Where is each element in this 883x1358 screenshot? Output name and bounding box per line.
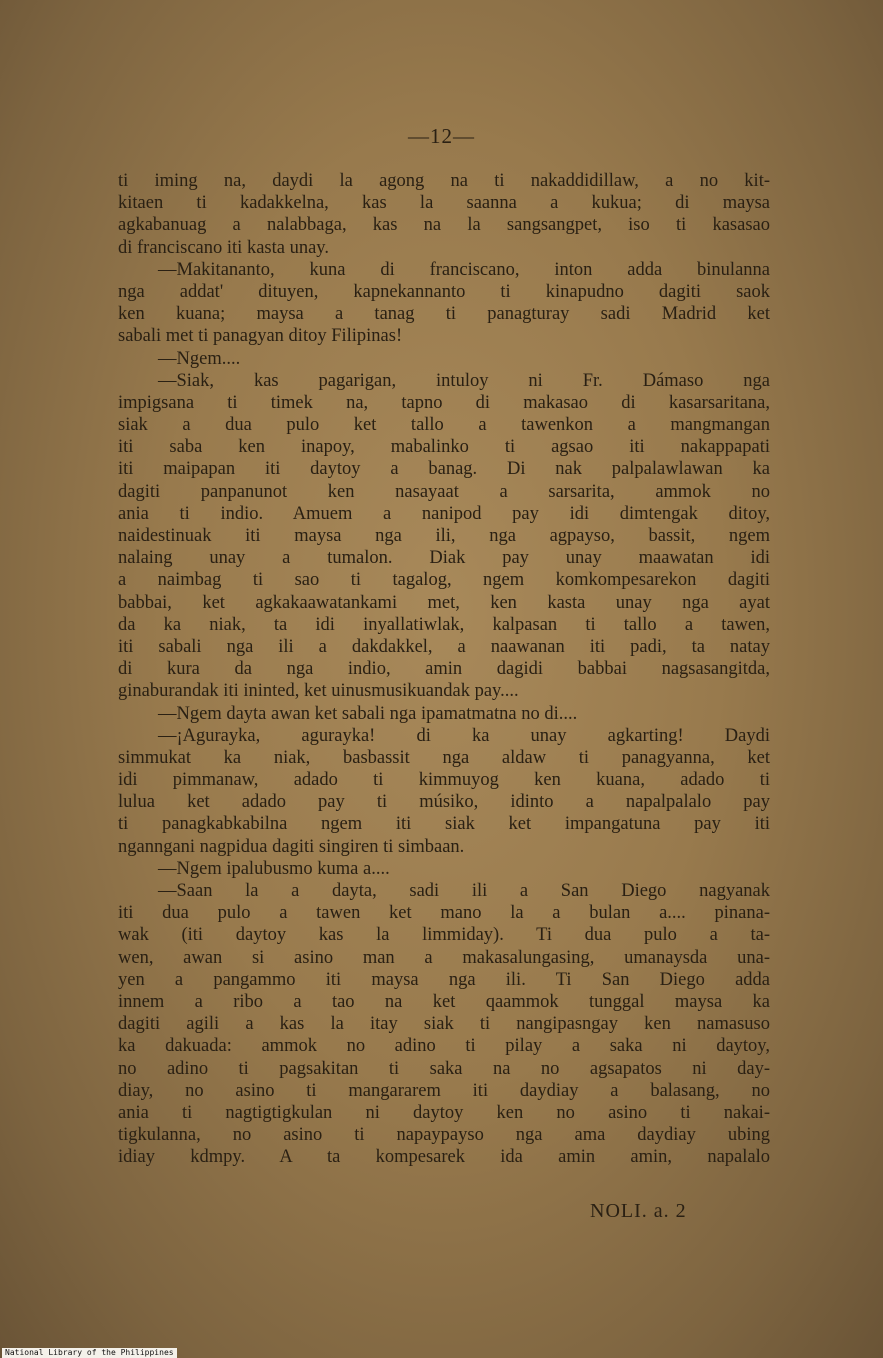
text-line: —Saan la a dayta, sadi ili a San Diego nagyanak: [158, 881, 770, 901]
text-line: ania ti nagtigtigkulan ni daytoy ken no asino ti nakai-: [118, 1102, 770, 1123]
text-line: ti panagkabkabilna ngem iti siak ket impangatuna pay iti: [118, 814, 770, 835]
text-line: idi pimmanaw, adado ti kimmuyog ken kuana, adado ti: [118, 770, 770, 791]
text-line: innem a ribo a tao na ket qaammok tunggal maysa ka: [118, 991, 770, 1012]
text-line: iti saba ken inapoy, mabalinko ti agsao iti nakappapati: [118, 437, 770, 458]
text-line: —Siak, kas pagarigan, intuloy ni Fr. Dámaso nga: [158, 370, 770, 391]
body-text: [118, 170, 770, 1168]
text-line: —¡Agurayka, agurayka! di ka unay agkarting! Daydi: [158, 725, 770, 746]
text-line: yen a pangammo iti maysa nga ili. Ti San Diego adda: [118, 969, 770, 990]
text-line: naidestinuak iti maysa nga ili, nga agpayso, bassit, ngem: [118, 526, 770, 546]
signature-mark: NOLI. a. 2: [590, 1200, 687, 1222]
text-line: diay, no asino ti mangararem iti daydiay a balasang, no: [118, 1080, 770, 1101]
text-line: nga addat' dituyen, kapnekannanto ti kinapudno dagiti saok: [118, 281, 770, 302]
text-line: ka dakuada: ammok no adino ti pilay a saka ni daytoy,: [118, 1036, 770, 1057]
text-line: da ka niak, ta idi inyallatiwlak, kalpasan ti tallo a tawen,: [118, 614, 770, 635]
text-line: ania ti indio. Amuem a nanipod pay idi dimtengak ditoy,: [118, 503, 770, 524]
text-line: tigkulanna, no asino ti napaypayso nga ama daydiay ubing: [118, 1125, 770, 1146]
text-line: babbai, ket agkakaawatankami met, ken kasta unay nga ayat: [118, 592, 770, 613]
text-line: siak a dua pulo ket tallo a tawenkon a mangmangan: [118, 415, 770, 436]
text-line: di franciscano iti kasta unay.: [118, 237, 329, 258]
page-number: —12—: [408, 124, 475, 148]
text-line: sabali met ti panagyan ditoy Filipinas!: [118, 326, 403, 347]
text-line: a naimbag ti sao ti tagalog, ngem komkompesarekon dagiti: [118, 570, 770, 591]
text-line: —Ngem dayta awan ket sabali nga ipamatmatna no di....: [158, 703, 578, 724]
text-line: simmukat ka niak, basbassit nga aldaw ti panagyanna, ket: [118, 747, 770, 768]
text-line: idiay kdmpy. A ta kompesarek ida amin amin, napalalo: [118, 1147, 770, 1168]
text-line: wen, awan si asino man a makasalungasing, umanaysda una-: [118, 947, 770, 968]
text-line: dagiti panpanunot ken nasayaat a sarsarita, ammok no: [118, 481, 770, 502]
text-line: iti sabali nga ili a dakdakkel, a naawanan iti padi, ta natay: [118, 636, 770, 657]
text-line: iti dua pulo a tawen ket mano la a bulan a.... pinana-: [118, 903, 770, 924]
text-line: —Ngem....: [158, 348, 241, 369]
text-line: iti maipapan iti daytoy a banag. Di nak palpalawlawan ka: [118, 459, 770, 480]
text-line: kitaen ti kadakkelna, kas la saanna a kukua; di maysa: [118, 193, 770, 214]
text-line: nalaing unay a tumalon. Diak pay unay maawatan idi: [118, 548, 770, 569]
text-line: wak (iti daytoy kas la limmiday). Ti dua pulo a ta-: [118, 925, 770, 946]
text-line: nganngani nagpidua dagiti singiren ti simbaan.: [118, 836, 465, 857]
text-line: —Makitananto, kuna di franciscano, inton adda binulanna: [158, 259, 770, 280]
text-line: ginaburandak iti ininted, ket uinusmusikuandak pay....: [118, 681, 519, 702]
text-line: ti iming na, daydi la agong na ti nakaddidillaw, a no kit-: [118, 171, 770, 191]
text-line: ken kuana; maysa a tanag ti panagturay sadi Madrid ket: [118, 304, 770, 325]
text-line: no adino ti pagsakitan ti saka na no agsapatos ni day-: [118, 1058, 770, 1079]
text-line: —Ngem ipalubusmo kuma a....: [158, 858, 390, 879]
text-line: dagiti agili a kas la itay siak ti nangipasngay ken namasuso: [118, 1014, 770, 1035]
text-line: agkabanuag a nalabbaga, kas na la sangsangpet, iso ti kasasao: [118, 215, 770, 236]
text-line: lulua ket adado pay ti músiko, idinto a napalpalalo pay: [118, 792, 770, 813]
text-line: di kura da nga indio, amin dagidi babbai nagsasangitda,: [118, 659, 770, 680]
text-line: impigsana ti timek na, tapno di makasao di kasarsaritana,: [118, 392, 770, 413]
footer-credit: National Library of the Philippines: [2, 1348, 177, 1358]
